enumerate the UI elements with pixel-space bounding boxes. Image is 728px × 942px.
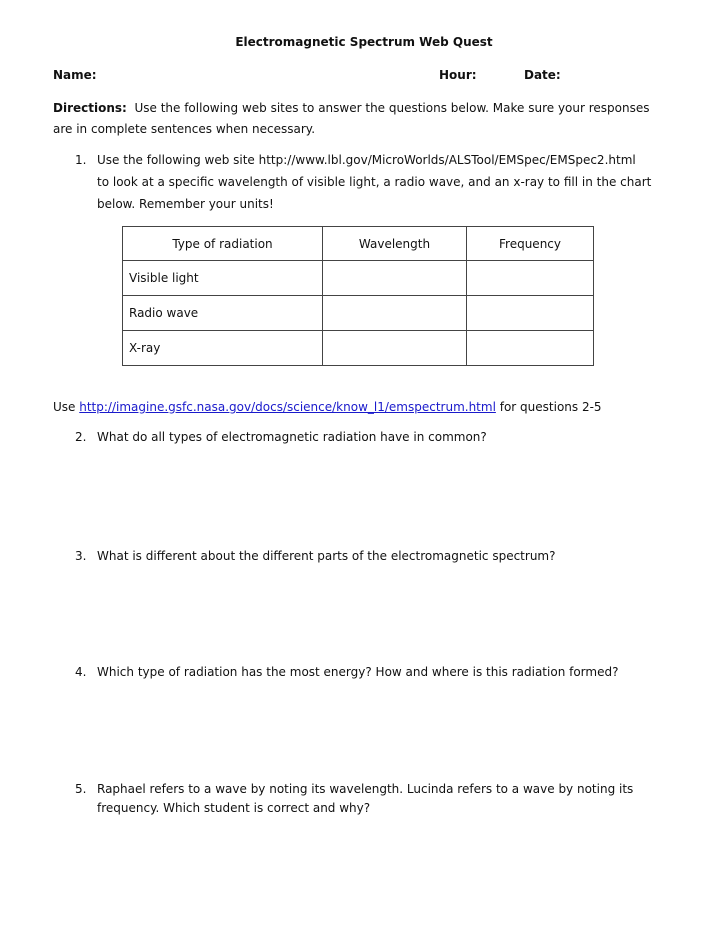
q5-text-2: frequency. Which student is correct and why?: [97, 801, 371, 815]
frequency-cell[interactable]: [467, 296, 594, 331]
hour-label: Hour:: [439, 68, 477, 82]
header-frequency: Frequency: [467, 227, 594, 261]
q4-number: 4.: [75, 665, 87, 679]
use-prefix: Use: [53, 400, 76, 414]
q4-text: Which type of radiation has the most energy? How and where is this radiation formed?: [97, 665, 619, 679]
q1-number: 1.: [75, 153, 87, 167]
q2-number: 2.: [75, 430, 87, 444]
wavelength-cell[interactable]: [323, 296, 467, 331]
header-wavelength: Wavelength: [323, 227, 467, 261]
q5-text: Raphael refers to a wave by noting its wavelength. Lucinda refers to a wave by noting its: [97, 782, 634, 796]
date-label: Date:: [524, 68, 561, 82]
directions-text-2: are in complete sentences when necessary.: [53, 122, 316, 136]
q3-text: What is different about the different parts of the electromagnetic spectrum?: [97, 549, 556, 563]
q5-number: 5.: [75, 782, 87, 796]
name-label: Name:: [53, 68, 97, 82]
header-type: Type of radiation: [123, 227, 323, 261]
frequency-cell[interactable]: [467, 331, 594, 366]
q1-line1: Use the following web site http://www.lbl.gov/MicroWorlds/ALSTool/EMSpec/EMSpec2.html: [97, 153, 636, 167]
nasa-link[interactable]: http://imagine.gsfc.nasa.gov/docs/science/know_l1/emspectrum.html: [79, 400, 496, 414]
directions-label: Directions:: [53, 101, 127, 115]
row-label: X-ray: [123, 331, 323, 366]
radiation-table: [122, 226, 594, 366]
wavelength-cell[interactable]: [323, 261, 467, 296]
page-title: Electromagnetic Spectrum Web Quest: [235, 35, 493, 49]
use-suffix: for questions 2-5: [499, 400, 602, 414]
q1-line3: below. Remember your units!: [97, 197, 274, 211]
directions-text: Use the following web sites to answer the questions below. Make sure your responses: [134, 101, 650, 115]
frequency-cell[interactable]: [467, 261, 594, 296]
row-label: Radio wave: [123, 296, 323, 331]
q2-text: What do all types of electromagnetic radiation have in common?: [97, 430, 487, 444]
row-label: Visible light: [123, 261, 323, 296]
q3-number: 3.: [75, 549, 87, 563]
q1-line2: to look at a specific wavelength of visible light, a radio wave, and an x-ray to fill in the chart: [97, 175, 652, 189]
wavelength-cell[interactable]: [323, 331, 467, 366]
